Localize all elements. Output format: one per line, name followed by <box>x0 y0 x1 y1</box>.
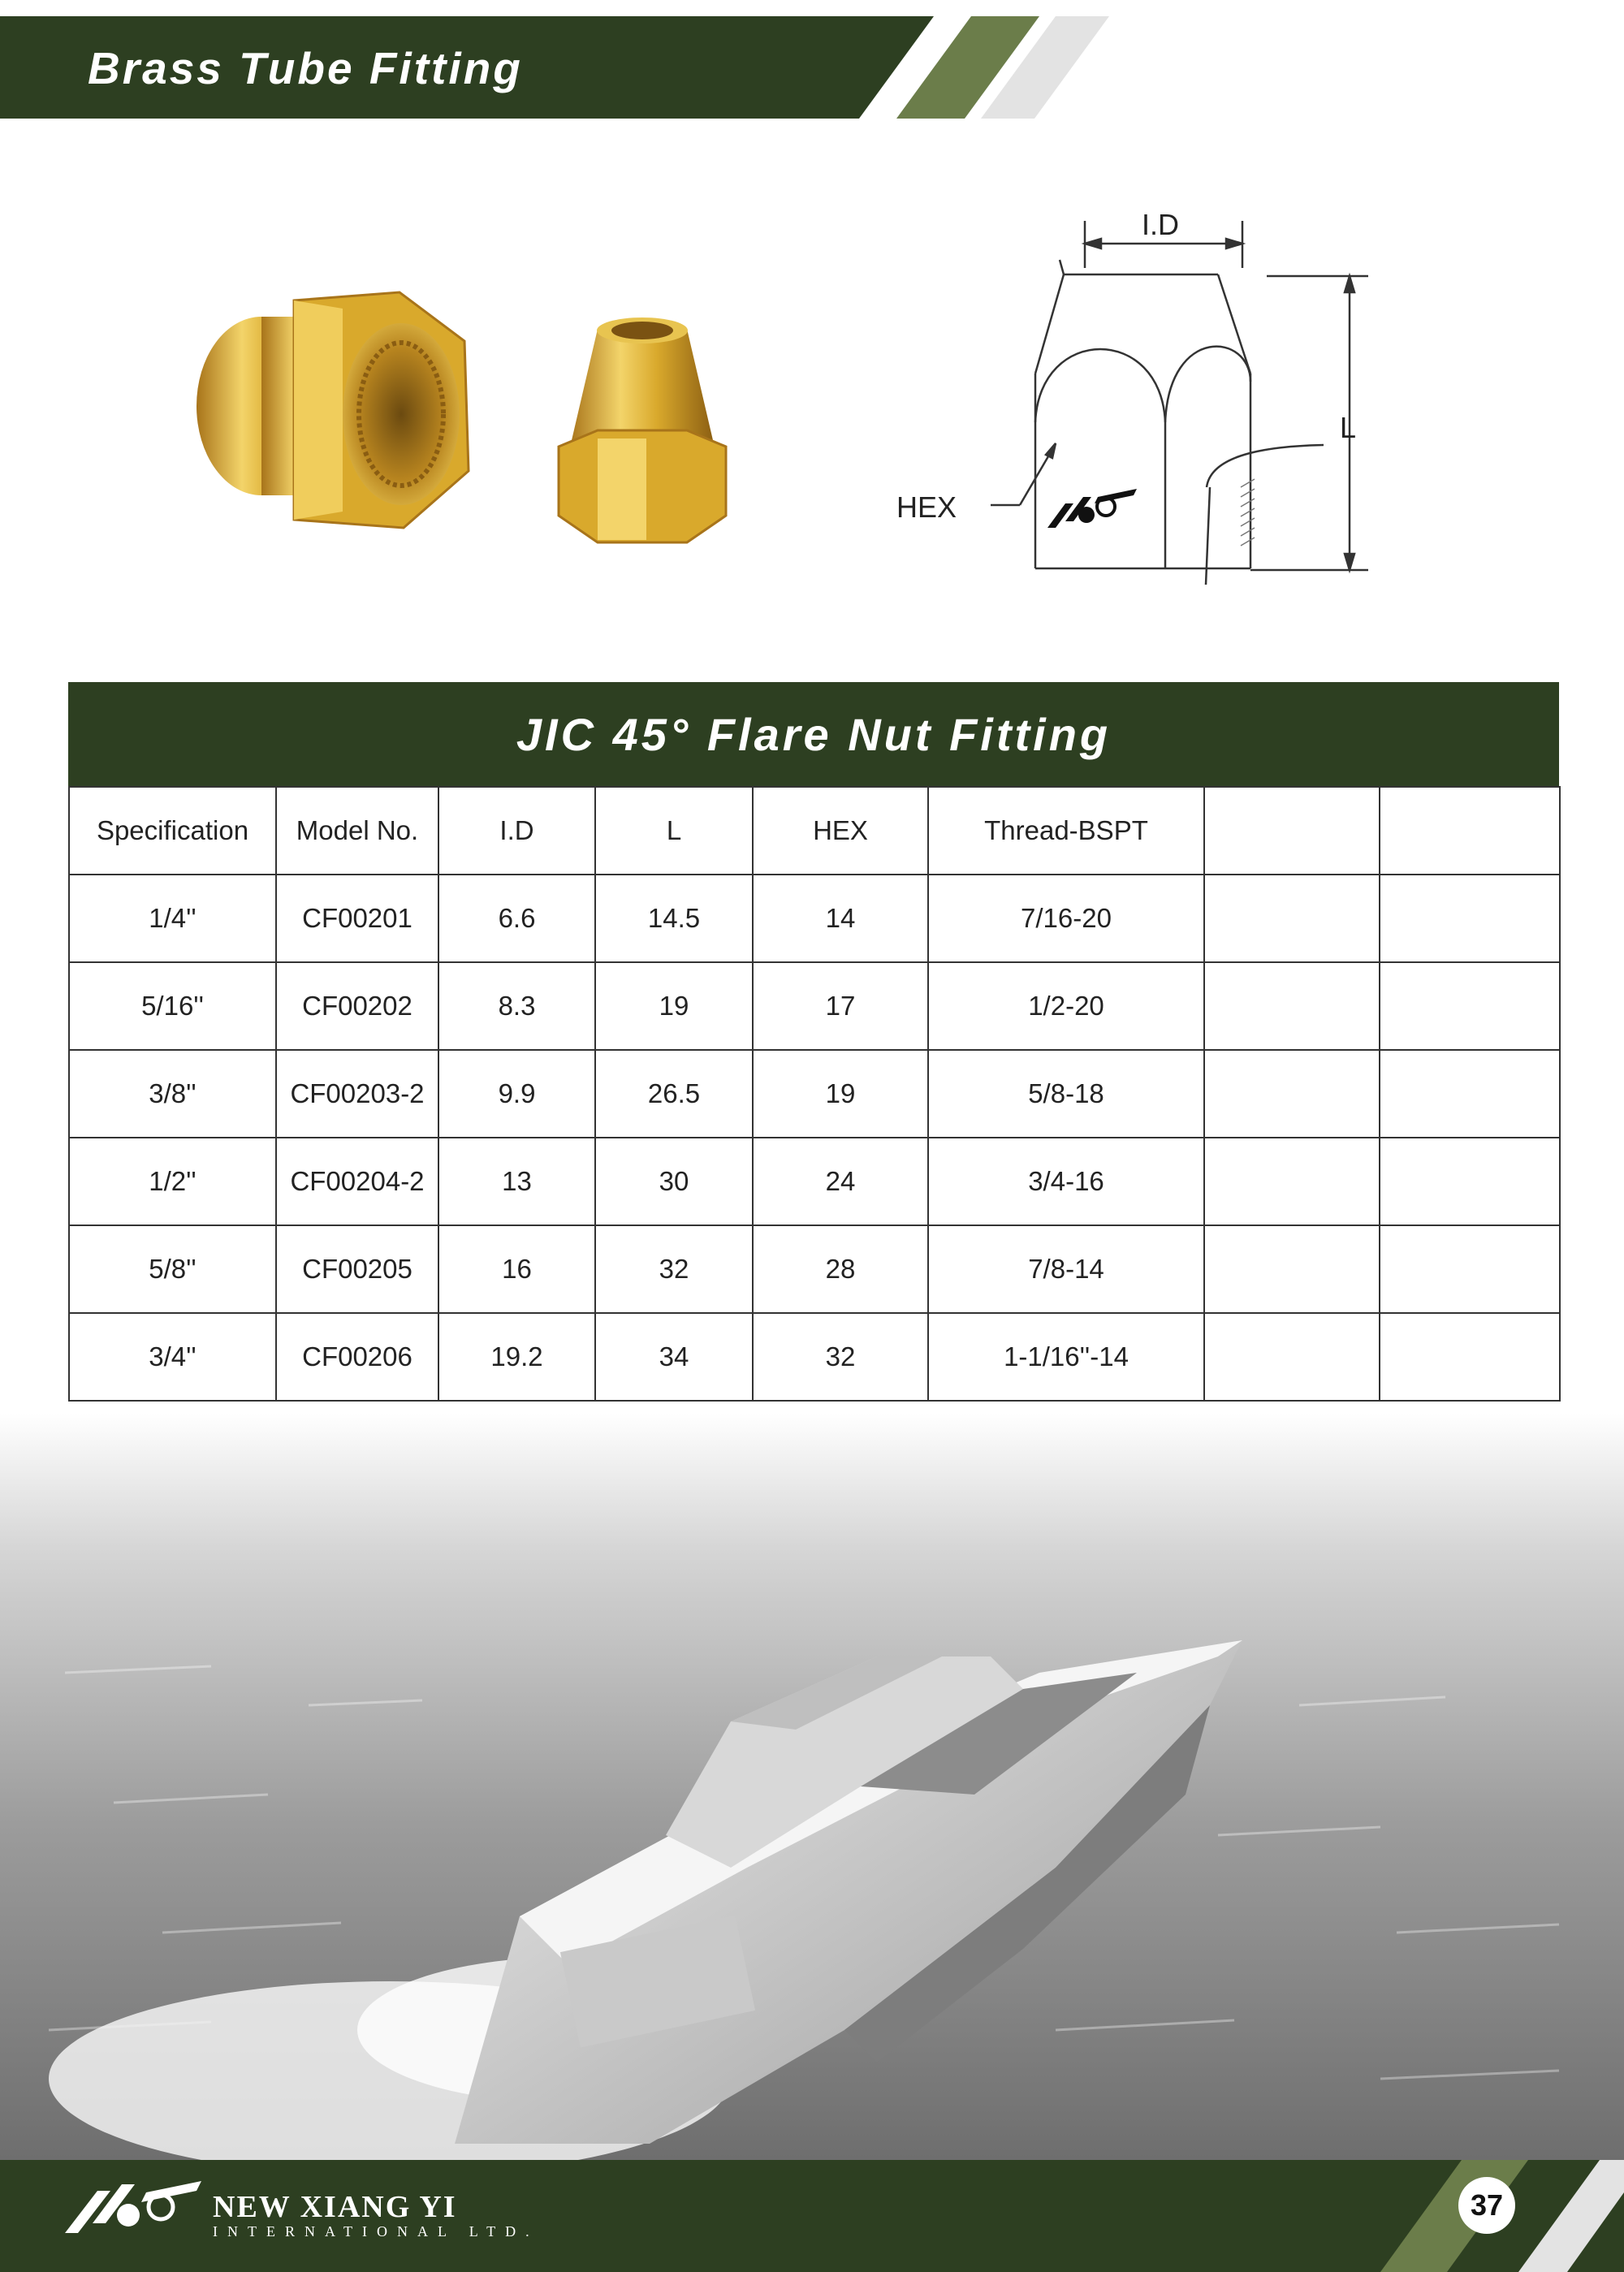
table-cell <box>1380 1050 1560 1138</box>
table-cell <box>1204 1050 1380 1138</box>
table-cell <box>1204 1225 1380 1313</box>
length-dimension-label: L <box>1340 411 1357 444</box>
table-cell <box>1204 1313 1380 1401</box>
table-cell: 14.5 <box>595 875 753 962</box>
page-number: 37 <box>1458 2177 1515 2234</box>
table-cell <box>1204 1138 1380 1225</box>
table-title: JIC 45° Flare Nut Fitting <box>516 708 1112 760</box>
table-cell: CF00203-2 <box>276 1050 438 1138</box>
table-cell <box>1204 962 1380 1050</box>
flare-nut-photo <box>188 284 481 544</box>
flare-sleeve-photo <box>549 317 736 552</box>
table-cell: 5/8-18 <box>928 1050 1204 1138</box>
table-cell: 17 <box>753 962 928 1050</box>
column-header: Specification <box>69 787 276 875</box>
table-cell: 7/8-14 <box>928 1225 1204 1313</box>
table-cell: 14 <box>753 875 928 962</box>
table-cell: 3/4-16 <box>928 1138 1204 1225</box>
table-cell: 32 <box>753 1313 928 1401</box>
technical-drawing <box>885 203 1389 593</box>
column-header: Thread-BSPT <box>928 787 1204 875</box>
spec-table <box>68 786 1561 1402</box>
table-cell: CF00202 <box>276 962 438 1050</box>
brand-subtitle: INTERNATIONAL LTD. <box>213 2223 539 2240</box>
table-cell: 5/8'' <box>69 1225 276 1313</box>
column-header: Model No. <box>276 787 438 875</box>
brand-name: NEW XIANG YI <box>213 2190 457 2224</box>
table-cell <box>1380 1225 1560 1313</box>
table-cell: 34 <box>595 1313 753 1401</box>
column-header: I.D <box>438 787 595 875</box>
table-cell <box>1204 875 1380 962</box>
table-title-bar <box>68 682 1559 786</box>
table-cell: CF00204-2 <box>276 1138 438 1225</box>
table-header-row <box>69 787 1560 875</box>
table-cell: 1/4'' <box>69 875 276 962</box>
table-cell: 19 <box>595 962 753 1050</box>
table-row <box>69 962 1560 1050</box>
table-cell: CF00201 <box>276 875 438 962</box>
table-cell: 9.9 <box>438 1050 595 1138</box>
table-cell: 1-1/16''-14 <box>928 1313 1204 1401</box>
brand-logo <box>57 2175 203 2240</box>
table-cell: 1/2-20 <box>928 962 1204 1050</box>
table-cell <box>1380 962 1560 1050</box>
column-header <box>1204 787 1380 875</box>
table-cell: 16 <box>438 1225 595 1313</box>
table-cell: 32 <box>595 1225 753 1313</box>
table-cell <box>1380 1138 1560 1225</box>
table-cell: 1/2'' <box>69 1138 276 1225</box>
table-cell: 19.2 <box>438 1313 595 1401</box>
column-header: L <box>595 787 753 875</box>
table-row <box>69 1225 1560 1313</box>
table-cell: 7/16-20 <box>928 875 1204 962</box>
table-cell: CF00206 <box>276 1313 438 1401</box>
id-dimension-label: I.D <box>1142 208 1180 241</box>
table-row <box>69 875 1560 962</box>
table-cell: CF00205 <box>276 1225 438 1313</box>
table-row <box>69 1138 1560 1225</box>
table-cell: 19 <box>753 1050 928 1138</box>
table-cell: 28 <box>753 1225 928 1313</box>
table-cell: 6.6 <box>438 875 595 962</box>
table-cell: 13 <box>438 1138 595 1225</box>
table-cell: 24 <box>753 1138 928 1225</box>
hex-dimension-label: HEX <box>896 490 957 524</box>
yacht-background-image <box>0 1413 1624 2160</box>
table-cell: 5/16'' <box>69 962 276 1050</box>
table-cell <box>1380 875 1560 962</box>
page-title: Brass Tube Fitting <box>88 43 523 93</box>
table-cell: 8.3 <box>438 962 595 1050</box>
table-cell: 26.5 <box>595 1050 753 1138</box>
column-header <box>1380 787 1560 875</box>
table-cell: 3/8'' <box>69 1050 276 1138</box>
column-header: HEX <box>753 787 928 875</box>
table-cell <box>1380 1313 1560 1401</box>
table-cell: 3/4'' <box>69 1313 276 1401</box>
table-cell: 30 <box>595 1138 753 1225</box>
table-row <box>69 1313 1560 1401</box>
table-row <box>69 1050 1560 1138</box>
